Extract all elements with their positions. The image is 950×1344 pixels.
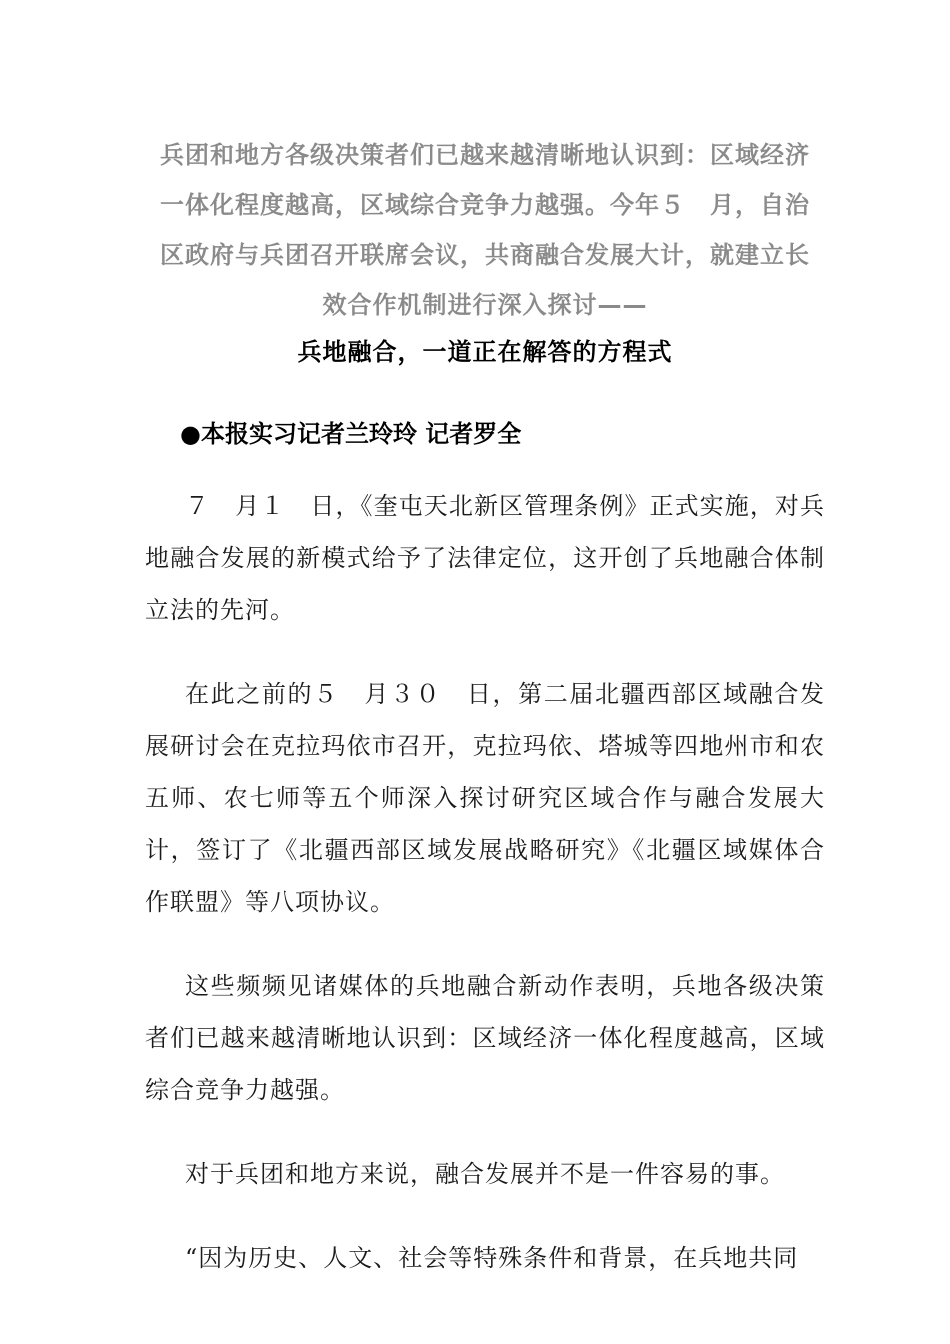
article-subtitle: 兵团和地方各级决策者们已越来越清晰地认识到：区域经济一体化程度越高，区域综合竞争力越强。今年５ 月，自治区政府与兵团召开联席会议，共商融合发展大计，就建立长效合作机制进行深入探讨—— [160, 141, 810, 319]
article-body [145, 480, 825, 1316]
body-paragraph: ７ 月１ 日，《奎屯天北新区管理条例》正式实施，对兵地融合发展的新模式给予了法律定位，这开创了兵地融合体制立法的先河。 [145, 492, 825, 624]
body-paragraph: 对于兵团和地方来说，融合发展并不是一件容易的事。 [185, 1160, 785, 1188]
body-paragraph: 这些频频见诸媒体的兵地融合新动作表明，兵地各级决策者们已越来越清晰地认识到：区域经济一体化程度越高，区域综合竞争力越强。 [145, 972, 825, 1104]
article-byline: ●本报实习记者兰玲玲 记者罗全 [180, 420, 522, 448]
article-headline: 兵地融合，一道正在解答的方程式 [297, 338, 673, 366]
body-paragraph: “因为历史、人文、社会等特殊条件和背景，在兵地共同 [185, 1244, 799, 1272]
body-paragraph: 在此之前的５ 月３０ 日，第二届北疆西部区域融合发展研讨会在克拉玛依市召开，克拉玛依、塔城等四地州市和农五师、农七师等五个师深入探讨研究区域合作与融合发展大计，签订了《北疆西部区域发展战略研究》《北疆区域媒体合作联盟》等八项协议。 [145, 680, 825, 916]
